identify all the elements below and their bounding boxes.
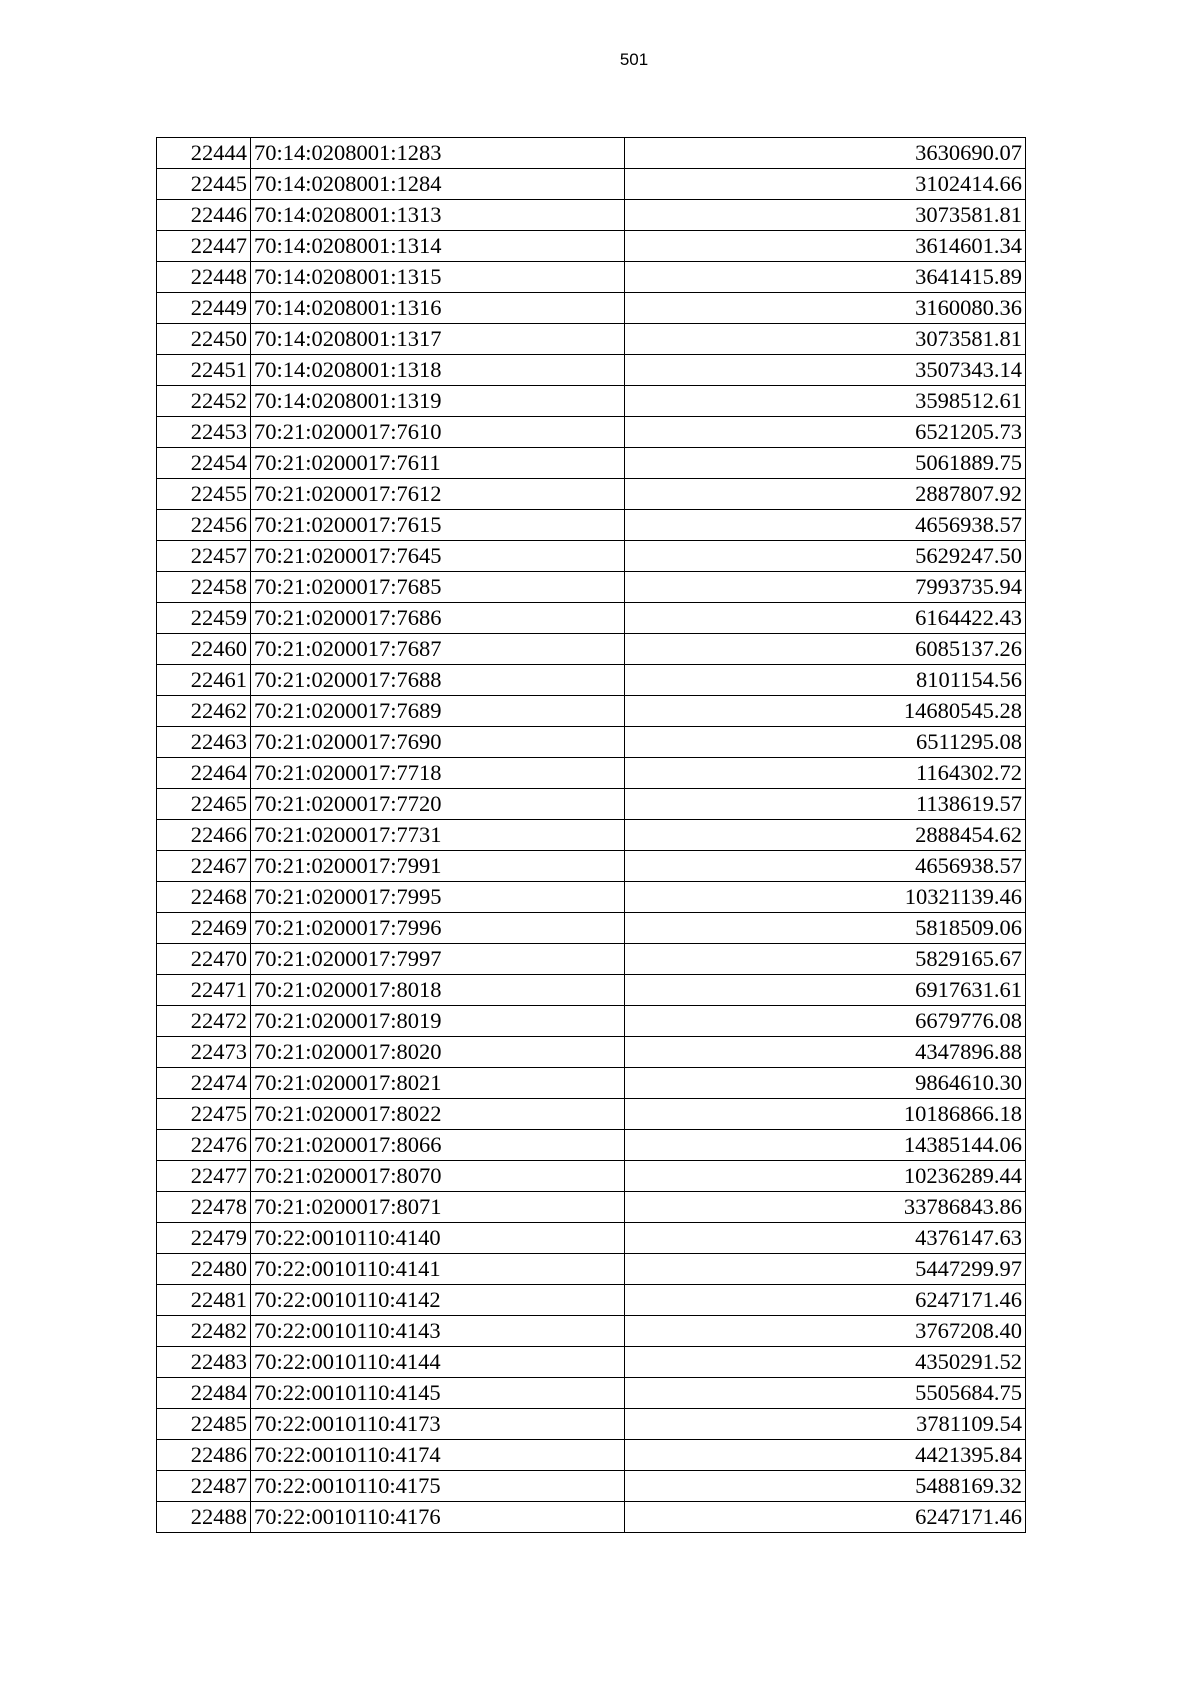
cadastral-value-cell: 5488169.32 bbox=[625, 1471, 1026, 1502]
table-row bbox=[157, 851, 1026, 882]
cadastral-value-cell: 3102414.66 bbox=[625, 169, 1026, 200]
cadastral-value-cell: 3598512.61 bbox=[625, 386, 1026, 417]
table-row bbox=[157, 1316, 1026, 1347]
table-row bbox=[157, 231, 1026, 262]
table-row bbox=[157, 355, 1026, 386]
cadastral-number-cell: 70:14:0208001:1284 bbox=[251, 169, 625, 200]
cadastral-number-cell: 70:21:0200017:7718 bbox=[251, 758, 625, 789]
row-number-cell: 22477 bbox=[157, 1161, 251, 1192]
cadastral-number-cell: 70:21:0200017:7645 bbox=[251, 541, 625, 572]
cadastral-number-cell: 70:21:0200017:7690 bbox=[251, 727, 625, 758]
cadastral-value-cell: 4350291.52 bbox=[625, 1347, 1026, 1378]
row-number-cell: 22488 bbox=[157, 1502, 251, 1533]
table-row bbox=[157, 1409, 1026, 1440]
cadastral-number-cell: 70:21:0200017:7687 bbox=[251, 634, 625, 665]
cadastral-value-cell: 8101154.56 bbox=[625, 665, 1026, 696]
table-row bbox=[157, 820, 1026, 851]
row-number-cell: 22466 bbox=[157, 820, 251, 851]
cadastral-number-cell: 70:22:0010110:4143 bbox=[251, 1316, 625, 1347]
cadastral-value-cell: 6085137.26 bbox=[625, 634, 1026, 665]
table-row bbox=[157, 448, 1026, 479]
cadastral-number-cell: 70:22:0010110:4173 bbox=[251, 1409, 625, 1440]
cadastral-value-cell: 1138619.57 bbox=[625, 789, 1026, 820]
table-row bbox=[157, 634, 1026, 665]
row-number-cell: 22456 bbox=[157, 510, 251, 541]
row-number-cell: 22481 bbox=[157, 1285, 251, 1316]
cadastral-number-cell: 70:14:0208001:1316 bbox=[251, 293, 625, 324]
cadastral-number-cell: 70:21:0200017:7720 bbox=[251, 789, 625, 820]
row-number-cell: 22476 bbox=[157, 1130, 251, 1161]
cadastral-value-cell: 7993735.94 bbox=[625, 572, 1026, 603]
cadastral-value-table bbox=[156, 137, 1026, 1533]
table-row bbox=[157, 324, 1026, 355]
cadastral-value-cell: 2887807.92 bbox=[625, 479, 1026, 510]
cadastral-value-cell: 4376147.63 bbox=[625, 1223, 1026, 1254]
cadastral-value-cell: 9864610.30 bbox=[625, 1068, 1026, 1099]
table-row bbox=[157, 1130, 1026, 1161]
row-number-cell: 22457 bbox=[157, 541, 251, 572]
row-number-cell: 22454 bbox=[157, 448, 251, 479]
table-row bbox=[157, 1006, 1026, 1037]
table-row bbox=[157, 510, 1026, 541]
cadastral-value-cell: 6679776.08 bbox=[625, 1006, 1026, 1037]
cadastral-number-cell: 70:22:0010110:4176 bbox=[251, 1502, 625, 1533]
row-number-cell: 22480 bbox=[157, 1254, 251, 1285]
table-row bbox=[157, 417, 1026, 448]
cadastral-number-cell: 70:14:0208001:1314 bbox=[251, 231, 625, 262]
row-number-cell: 22445 bbox=[157, 169, 251, 200]
row-number-cell: 22467 bbox=[157, 851, 251, 882]
row-number-cell: 22460 bbox=[157, 634, 251, 665]
row-number-cell: 22471 bbox=[157, 975, 251, 1006]
row-number-cell: 22474 bbox=[157, 1068, 251, 1099]
row-number-cell: 22452 bbox=[157, 386, 251, 417]
cadastral-number-cell: 70:21:0200017:7610 bbox=[251, 417, 625, 448]
cadastral-value-cell: 3781109.54 bbox=[625, 1409, 1026, 1440]
cadastral-value-cell: 4656938.57 bbox=[625, 851, 1026, 882]
cadastral-value-cell: 5447299.97 bbox=[625, 1254, 1026, 1285]
table-row bbox=[157, 479, 1026, 510]
cadastral-value-cell: 3630690.07 bbox=[625, 138, 1026, 169]
cadastral-value-cell: 5061889.75 bbox=[625, 448, 1026, 479]
cadastral-number-cell: 70:14:0208001:1313 bbox=[251, 200, 625, 231]
table-row bbox=[157, 1254, 1026, 1285]
row-number-cell: 22451 bbox=[157, 355, 251, 386]
cadastral-value-cell: 14385144.06 bbox=[625, 1130, 1026, 1161]
table-row bbox=[157, 1099, 1026, 1130]
cadastral-number-cell: 70:14:0208001:1315 bbox=[251, 262, 625, 293]
table-row bbox=[157, 1502, 1026, 1533]
row-number-cell: 22484 bbox=[157, 1378, 251, 1409]
cadastral-value-cell: 6917631.61 bbox=[625, 975, 1026, 1006]
cadastral-number-cell: 70:14:0208001:1317 bbox=[251, 324, 625, 355]
cadastral-number-cell: 70:14:0208001:1283 bbox=[251, 138, 625, 169]
table-row bbox=[157, 169, 1026, 200]
cadastral-number-cell: 70:21:0200017:7991 bbox=[251, 851, 625, 882]
row-number-cell: 22464 bbox=[157, 758, 251, 789]
table-row bbox=[157, 1285, 1026, 1316]
cadastral-number-cell: 70:21:0200017:8018 bbox=[251, 975, 625, 1006]
cadastral-value-cell: 6247171.46 bbox=[625, 1285, 1026, 1316]
row-number-cell: 22461 bbox=[157, 665, 251, 696]
table-row bbox=[157, 758, 1026, 789]
cadastral-value-cell: 3160080.36 bbox=[625, 293, 1026, 324]
table-row bbox=[157, 541, 1026, 572]
cadastral-number-cell: 70:21:0200017:7995 bbox=[251, 882, 625, 913]
table-row bbox=[157, 386, 1026, 417]
page-number: 501 bbox=[619, 50, 649, 69]
cadastral-value-cell: 3614601.34 bbox=[625, 231, 1026, 262]
row-number-cell: 22486 bbox=[157, 1440, 251, 1471]
cadastral-number-cell: 70:21:0200017:7731 bbox=[251, 820, 625, 851]
cadastral-value-cell: 4656938.57 bbox=[625, 510, 1026, 541]
cadastral-number-cell: 70:21:0200017:8021 bbox=[251, 1068, 625, 1099]
row-number-cell: 22485 bbox=[157, 1409, 251, 1440]
row-number-cell: 22462 bbox=[157, 696, 251, 727]
row-number-cell: 22472 bbox=[157, 1006, 251, 1037]
table-row bbox=[157, 1192, 1026, 1223]
table-row bbox=[157, 262, 1026, 293]
table-row bbox=[157, 727, 1026, 758]
row-number-cell: 22447 bbox=[157, 231, 251, 262]
cadastral-value-cell: 6247171.46 bbox=[625, 1502, 1026, 1533]
cadastral-value-cell: 10236289.44 bbox=[625, 1161, 1026, 1192]
cadastral-number-cell: 70:21:0200017:7686 bbox=[251, 603, 625, 634]
cadastral-number-cell: 70:21:0200017:7688 bbox=[251, 665, 625, 696]
table-row bbox=[157, 665, 1026, 696]
table-row bbox=[157, 696, 1026, 727]
table-row bbox=[157, 913, 1026, 944]
table-row bbox=[157, 1378, 1026, 1409]
row-number-cell: 22479 bbox=[157, 1223, 251, 1254]
cadastral-number-cell: 70:21:0200017:7689 bbox=[251, 696, 625, 727]
cadastral-number-cell: 70:22:0010110:4174 bbox=[251, 1440, 625, 1471]
cadastral-value-cell: 1164302.72 bbox=[625, 758, 1026, 789]
row-number-cell: 22487 bbox=[157, 1471, 251, 1502]
table-row bbox=[157, 1068, 1026, 1099]
row-number-cell: 22473 bbox=[157, 1037, 251, 1068]
row-number-cell: 22478 bbox=[157, 1192, 251, 1223]
row-number-cell: 22453 bbox=[157, 417, 251, 448]
cadastral-value-cell: 2888454.62 bbox=[625, 820, 1026, 851]
cadastral-number-cell: 70:22:0010110:4142 bbox=[251, 1285, 625, 1316]
row-number-cell: 22449 bbox=[157, 293, 251, 324]
table-row bbox=[157, 975, 1026, 1006]
table-row bbox=[157, 603, 1026, 634]
table-row bbox=[157, 572, 1026, 603]
cadastral-number-cell: 70:14:0208001:1318 bbox=[251, 355, 625, 386]
cadastral-value-cell: 5505684.75 bbox=[625, 1378, 1026, 1409]
cadastral-number-cell: 70:21:0200017:8066 bbox=[251, 1130, 625, 1161]
cadastral-number-cell: 70:22:0010110:4140 bbox=[251, 1223, 625, 1254]
cadastral-number-cell: 70:21:0200017:8022 bbox=[251, 1099, 625, 1130]
row-number-cell: 22446 bbox=[157, 200, 251, 231]
cadastral-value-cell: 3507343.14 bbox=[625, 355, 1026, 386]
row-number-cell: 22475 bbox=[157, 1099, 251, 1130]
cadastral-value-cell: 4347896.88 bbox=[625, 1037, 1026, 1068]
cadastral-value-cell: 6521205.73 bbox=[625, 417, 1026, 448]
cadastral-number-cell: 70:22:0010110:4175 bbox=[251, 1471, 625, 1502]
row-number-cell: 22470 bbox=[157, 944, 251, 975]
table-row bbox=[157, 882, 1026, 913]
table-row bbox=[157, 789, 1026, 820]
cadastral-number-cell: 70:22:0010110:4144 bbox=[251, 1347, 625, 1378]
row-number-cell: 22444 bbox=[157, 138, 251, 169]
row-number-cell: 22468 bbox=[157, 882, 251, 913]
cadastral-value-cell: 3767208.40 bbox=[625, 1316, 1026, 1347]
cadastral-number-cell: 70:21:0200017:8020 bbox=[251, 1037, 625, 1068]
row-number-cell: 22463 bbox=[157, 727, 251, 758]
cadastral-number-cell: 70:22:0010110:4141 bbox=[251, 1254, 625, 1285]
cadastral-number-cell: 70:21:0200017:7612 bbox=[251, 479, 625, 510]
cadastral-value-cell: 5829165.67 bbox=[625, 944, 1026, 975]
cadastral-value-cell: 14680545.28 bbox=[625, 696, 1026, 727]
cadastral-value-cell: 6511295.08 bbox=[625, 727, 1026, 758]
row-number-cell: 22458 bbox=[157, 572, 251, 603]
table-row bbox=[157, 138, 1026, 169]
cadastral-value-cell: 5818509.06 bbox=[625, 913, 1026, 944]
cadastral-number-cell: 70:22:0010110:4145 bbox=[251, 1378, 625, 1409]
cadastral-value-cell: 33786843.86 bbox=[625, 1192, 1026, 1223]
cadastral-value-cell: 3073581.81 bbox=[625, 200, 1026, 231]
row-number-cell: 22450 bbox=[157, 324, 251, 355]
table-body bbox=[157, 138, 1026, 1533]
cadastral-number-cell: 70:21:0200017:7611 bbox=[251, 448, 625, 479]
row-number-cell: 22482 bbox=[157, 1316, 251, 1347]
cadastral-number-cell: 70:21:0200017:7685 bbox=[251, 572, 625, 603]
row-number-cell: 22469 bbox=[157, 913, 251, 944]
table-row bbox=[157, 1471, 1026, 1502]
row-number-cell: 22465 bbox=[157, 789, 251, 820]
cadastral-value-cell: 3073581.81 bbox=[625, 324, 1026, 355]
cadastral-number-cell: 70:21:0200017:7996 bbox=[251, 913, 625, 944]
table-row bbox=[157, 293, 1026, 324]
table-row bbox=[157, 1161, 1026, 1192]
cadastral-number-cell: 70:14:0208001:1319 bbox=[251, 386, 625, 417]
cadastral-value-cell: 10321139.46 bbox=[625, 882, 1026, 913]
cadastral-number-cell: 70:21:0200017:7997 bbox=[251, 944, 625, 975]
cadastral-value-cell: 6164422.43 bbox=[625, 603, 1026, 634]
table-row bbox=[157, 1037, 1026, 1068]
cadastral-value-cell: 10186866.18 bbox=[625, 1099, 1026, 1130]
row-number-cell: 22483 bbox=[157, 1347, 251, 1378]
row-number-cell: 22459 bbox=[157, 603, 251, 634]
table-row bbox=[157, 1223, 1026, 1254]
cadastral-value-cell: 4421395.84 bbox=[625, 1440, 1026, 1471]
table-row bbox=[157, 944, 1026, 975]
cadastral-number-cell: 70:21:0200017:8070 bbox=[251, 1161, 625, 1192]
cadastral-number-cell: 70:21:0200017:8071 bbox=[251, 1192, 625, 1223]
row-number-cell: 22448 bbox=[157, 262, 251, 293]
cadastral-number-cell: 70:21:0200017:7615 bbox=[251, 510, 625, 541]
row-number-cell: 22455 bbox=[157, 479, 251, 510]
cadastral-value-cell: 3641415.89 bbox=[625, 262, 1026, 293]
cadastral-value-cell: 5629247.50 bbox=[625, 541, 1026, 572]
table-row bbox=[157, 200, 1026, 231]
cadastral-number-cell: 70:21:0200017:8019 bbox=[251, 1006, 625, 1037]
table-row bbox=[157, 1440, 1026, 1471]
table-row bbox=[157, 1347, 1026, 1378]
